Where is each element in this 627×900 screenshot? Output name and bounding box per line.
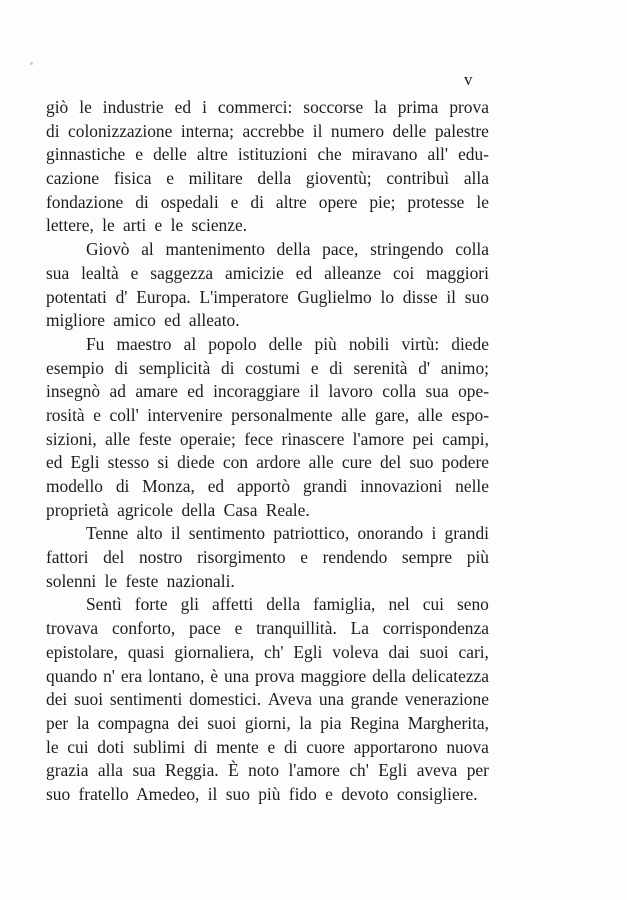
word: sizioni, <box>46 428 97 449</box>
word: nel <box>388 594 410 615</box>
word: feste <box>138 428 172 449</box>
word: di <box>283 736 298 757</box>
word: seno <box>457 594 489 615</box>
word: virtù: <box>401 333 440 354</box>
word: è <box>210 665 219 686</box>
word: protesse <box>407 191 465 212</box>
word: giò <box>46 97 69 117</box>
word: nelle <box>455 476 489 496</box>
word: lavoro <box>328 381 373 402</box>
word: soccorse <box>303 97 364 117</box>
word: gli <box>180 594 200 615</box>
word: il <box>312 120 323 141</box>
word: voleva <box>332 641 379 662</box>
word: cuore <box>306 736 345 757</box>
word: innovazioni <box>360 476 443 496</box>
word: cazione <box>46 168 100 189</box>
paragraph <box>46 238 489 333</box>
word: cari, <box>458 641 489 662</box>
word: modello <box>46 476 103 496</box>
word: Margherita, <box>407 712 489 733</box>
word: cui <box>422 594 444 615</box>
word: suoi <box>207 712 237 733</box>
word: diede <box>177 452 215 473</box>
word: sua <box>425 381 449 402</box>
word: prova <box>255 665 295 686</box>
word: di <box>329 357 343 378</box>
word: la <box>374 97 387 117</box>
word: delle <box>268 333 303 354</box>
word: una <box>318 689 344 710</box>
word: e <box>135 144 143 165</box>
word: della <box>266 594 301 615</box>
word: forte <box>134 594 168 615</box>
word: diede <box>451 333 489 354</box>
word: espo- <box>451 404 489 425</box>
word: d' <box>418 357 431 378</box>
word: dai <box>388 641 410 662</box>
word: e <box>267 736 276 757</box>
word: ospedali <box>160 191 219 212</box>
text-line <box>46 712 489 736</box>
word: d' <box>115 286 128 307</box>
word: pie; <box>369 191 396 212</box>
word: e <box>166 168 174 189</box>
paragraph <box>46 96 489 238</box>
text-line <box>46 191 489 215</box>
word: pia <box>320 712 342 733</box>
word: più <box>466 547 489 568</box>
word: ed <box>187 381 204 402</box>
word: apportarono <box>353 736 438 757</box>
word: mente <box>216 736 259 757</box>
word: si <box>157 452 169 473</box>
text-line <box>46 665 489 689</box>
word: epistolare, <box>46 641 118 662</box>
word: e <box>300 547 308 568</box>
word: ardore <box>256 452 301 473</box>
word: e <box>130 262 139 283</box>
word: di <box>114 357 129 378</box>
text-line <box>46 736 489 760</box>
word: suoi <box>419 641 449 662</box>
word: saggezza <box>150 262 214 283</box>
word: e <box>234 618 243 639</box>
word: coi <box>392 262 415 283</box>
word: era <box>120 665 143 686</box>
word: accrebbe <box>242 120 305 141</box>
word: fondazione <box>46 191 124 212</box>
word: con <box>222 452 248 473</box>
text-line <box>46 262 489 286</box>
word: costumi <box>245 357 301 378</box>
word: doti <box>97 736 125 757</box>
word: ed <box>295 262 313 283</box>
word: l'amore <box>288 760 340 781</box>
text-line <box>46 167 489 191</box>
word: Aveva <box>267 689 313 710</box>
word: serenità <box>353 357 408 378</box>
word: di <box>115 476 130 496</box>
word: esempio <box>46 357 104 378</box>
word: del <box>379 452 402 473</box>
word: alle <box>105 428 131 449</box>
word: conforto, <box>111 618 176 639</box>
word: giorni, <box>244 712 291 733</box>
word: sempre <box>401 547 453 568</box>
word: mantenimento <box>165 239 265 260</box>
word: potentati <box>46 286 107 307</box>
word: alle <box>417 404 443 425</box>
text-line <box>46 96 489 120</box>
word: Guglielmo <box>297 286 372 307</box>
text-line <box>46 593 489 617</box>
word: colonizzazione <box>68 120 173 141</box>
word: Egli <box>378 760 408 781</box>
word: maggiore <box>300 665 367 686</box>
word: incoraggiare <box>213 381 300 402</box>
word: fece <box>244 428 274 449</box>
word: grandi <box>444 523 489 544</box>
word: dei <box>177 712 199 733</box>
word: stesso <box>107 452 150 473</box>
word: stringendo <box>370 239 444 260</box>
word: maestro <box>116 333 172 354</box>
text-line <box>46 380 489 404</box>
word: per <box>466 760 489 781</box>
word: giornaliera, <box>174 641 255 662</box>
word: di <box>135 191 149 212</box>
word: patriottico, <box>273 523 350 544</box>
word: compagna <box>97 712 170 733</box>
word: coll' <box>109 404 139 425</box>
word: ed <box>174 97 192 117</box>
text-line <box>46 617 489 641</box>
word: Giovò <box>86 239 130 260</box>
word: rinascere <box>281 428 345 449</box>
word: che <box>317 144 342 165</box>
word: pace, <box>322 239 359 260</box>
paragraph <box>46 522 489 593</box>
word: delicatezza <box>411 665 489 686</box>
word: della <box>372 665 406 686</box>
paragraph <box>46 593 489 806</box>
word: semplicità <box>138 357 211 378</box>
word: miravano <box>351 144 418 165</box>
word: il <box>170 523 181 544</box>
text-line: proprietà agricole della Casa Reale. <box>46 499 310 520</box>
word: delle <box>392 120 427 141</box>
word: di <box>250 191 264 212</box>
word: tranquillità. <box>256 618 337 639</box>
word: alle <box>341 404 367 425</box>
word: al <box>141 239 154 260</box>
word: alle <box>308 452 334 473</box>
word: ed <box>46 452 63 473</box>
word: la <box>299 712 312 733</box>
word: Regina <box>349 712 400 733</box>
word: le <box>79 97 92 117</box>
word: prova <box>449 97 489 117</box>
word: i <box>202 97 207 117</box>
word: sublimi <box>133 736 186 757</box>
word: sentimenti <box>109 689 183 710</box>
word: alto <box>136 523 163 544</box>
word: il <box>309 381 320 402</box>
word: Egli <box>293 641 323 662</box>
word: amare <box>135 381 178 402</box>
word: grande <box>350 689 399 710</box>
paragraph <box>46 333 489 523</box>
text-line <box>46 333 489 357</box>
word: una <box>223 665 250 686</box>
word: corrispondenza <box>382 618 489 639</box>
scan-speck <box>30 62 33 65</box>
word: rendendo <box>322 547 388 568</box>
word: grandi <box>302 476 348 496</box>
text-line <box>46 475 489 499</box>
word: cui <box>67 736 89 757</box>
text-line <box>46 688 489 712</box>
word: della <box>276 239 311 260</box>
word: ch' <box>349 760 369 781</box>
word: rosità <box>46 404 85 425</box>
text-line <box>46 143 489 167</box>
word: altre <box>196 144 228 165</box>
word: sentimento <box>188 523 266 544</box>
word: Sentì <box>86 594 122 615</box>
word: È <box>228 760 239 781</box>
text-line: suo fratello Amedeo, il suo più fido e devoto consigliere. <box>46 783 478 804</box>
word: maggiori <box>426 262 489 283</box>
word: la <box>76 712 90 733</box>
word: Egli <box>70 452 100 473</box>
word: intervenire <box>147 404 223 425</box>
word: lealtà <box>81 262 119 283</box>
word: Monza, <box>142 476 195 496</box>
body-text <box>46 96 489 807</box>
text-line: solenni le feste nazionali. <box>46 570 235 591</box>
text-line: lettere, le arti e le scienze. <box>46 215 248 236</box>
word: più <box>314 333 337 354</box>
word: colla <box>382 381 417 402</box>
word: ope- <box>458 381 489 402</box>
text-line <box>46 238 489 262</box>
word: colla <box>455 239 489 260</box>
word: le <box>476 191 489 212</box>
word: popolo <box>208 333 257 354</box>
word: campi, <box>442 428 489 449</box>
word: noto <box>248 760 280 781</box>
word: della <box>257 168 292 189</box>
word: altre <box>275 191 307 212</box>
word: l'amore <box>352 428 405 449</box>
word: numero <box>330 120 385 141</box>
word: commerci: <box>217 97 293 117</box>
word: e <box>230 191 239 212</box>
word: sua <box>46 262 70 283</box>
word: di <box>194 736 208 757</box>
word: affetti <box>212 594 254 615</box>
text-line <box>46 759 489 783</box>
word: Tenne <box>86 523 129 544</box>
word: le <box>46 736 59 757</box>
word: opere <box>318 191 358 212</box>
word: per <box>46 712 69 733</box>
word: risorgimento <box>197 547 286 568</box>
word: nuova <box>446 736 489 757</box>
text-line <box>46 120 489 144</box>
text-line: migliore amico ed alleato. <box>46 310 240 331</box>
word: lontano, <box>147 665 205 686</box>
word: onorando <box>357 523 424 544</box>
word: alleanze <box>324 262 382 283</box>
word: il <box>446 286 456 307</box>
word: gare, <box>374 404 410 425</box>
word: palestre <box>434 120 489 141</box>
word: venerazione <box>404 689 489 710</box>
word: lo <box>380 286 395 307</box>
word: nobili <box>348 333 390 354</box>
word: suo <box>409 452 434 473</box>
text-line <box>46 451 489 475</box>
word: di <box>220 357 235 378</box>
word: gioventù; <box>305 168 372 189</box>
word: edu- <box>458 144 489 165</box>
word: quasi <box>127 641 165 662</box>
word: famiglia, <box>313 594 376 615</box>
word: La <box>350 618 369 639</box>
page-number: v <box>464 70 473 89</box>
word: grazia <box>46 760 89 781</box>
word: aveva <box>416 760 458 781</box>
text-line <box>46 641 489 665</box>
word: e <box>310 357 319 378</box>
word: trovava <box>46 618 99 639</box>
word: domestici. <box>189 689 262 710</box>
word: insegnò <box>46 381 101 402</box>
word: L'imperatore <box>199 286 289 307</box>
word: contribuì <box>386 168 450 189</box>
word: di <box>46 120 60 141</box>
word: industrie <box>102 97 164 117</box>
word: podere <box>441 452 489 473</box>
word: ad <box>109 381 126 402</box>
word: i <box>431 523 437 544</box>
word: e <box>93 404 101 425</box>
word: delle <box>153 144 187 165</box>
word: ed <box>207 476 225 496</box>
word: pace <box>188 618 221 639</box>
word: cure <box>341 452 372 473</box>
word: alla <box>463 168 489 189</box>
word: n' <box>103 665 115 686</box>
word: prima <box>397 97 439 117</box>
word: all' <box>427 144 448 165</box>
word: suoi <box>74 689 104 710</box>
word: Fu <box>86 333 105 354</box>
word: operaie; <box>179 428 236 449</box>
text-line <box>46 428 489 452</box>
word: personalmente <box>231 404 333 425</box>
text-line <box>46 286 489 310</box>
word: dei <box>46 689 68 710</box>
text-line <box>46 522 489 546</box>
word: disse <box>402 286 438 307</box>
word: pei <box>412 428 434 449</box>
text-line <box>46 546 489 570</box>
word: al <box>183 333 197 354</box>
word: fattori <box>46 547 89 568</box>
word: militare <box>188 168 243 189</box>
word: interna; <box>180 120 234 141</box>
word: alla <box>97 760 124 781</box>
word: suo <box>464 286 489 307</box>
word: sua <box>132 760 156 781</box>
word: ginnastiche <box>46 144 126 165</box>
word: quando <box>46 665 98 686</box>
word: ch' <box>263 641 284 662</box>
text-line <box>46 404 489 428</box>
word: apportò <box>236 476 291 496</box>
word: Europa. <box>136 286 191 307</box>
word: fisica <box>113 168 152 189</box>
word: nostro <box>138 547 183 568</box>
text-line <box>46 357 489 381</box>
word: amicizie <box>224 262 284 283</box>
word: Reggia. <box>165 760 219 781</box>
word: del <box>103 547 125 568</box>
word: animo; <box>440 357 489 378</box>
word: istituzioni <box>237 144 308 165</box>
